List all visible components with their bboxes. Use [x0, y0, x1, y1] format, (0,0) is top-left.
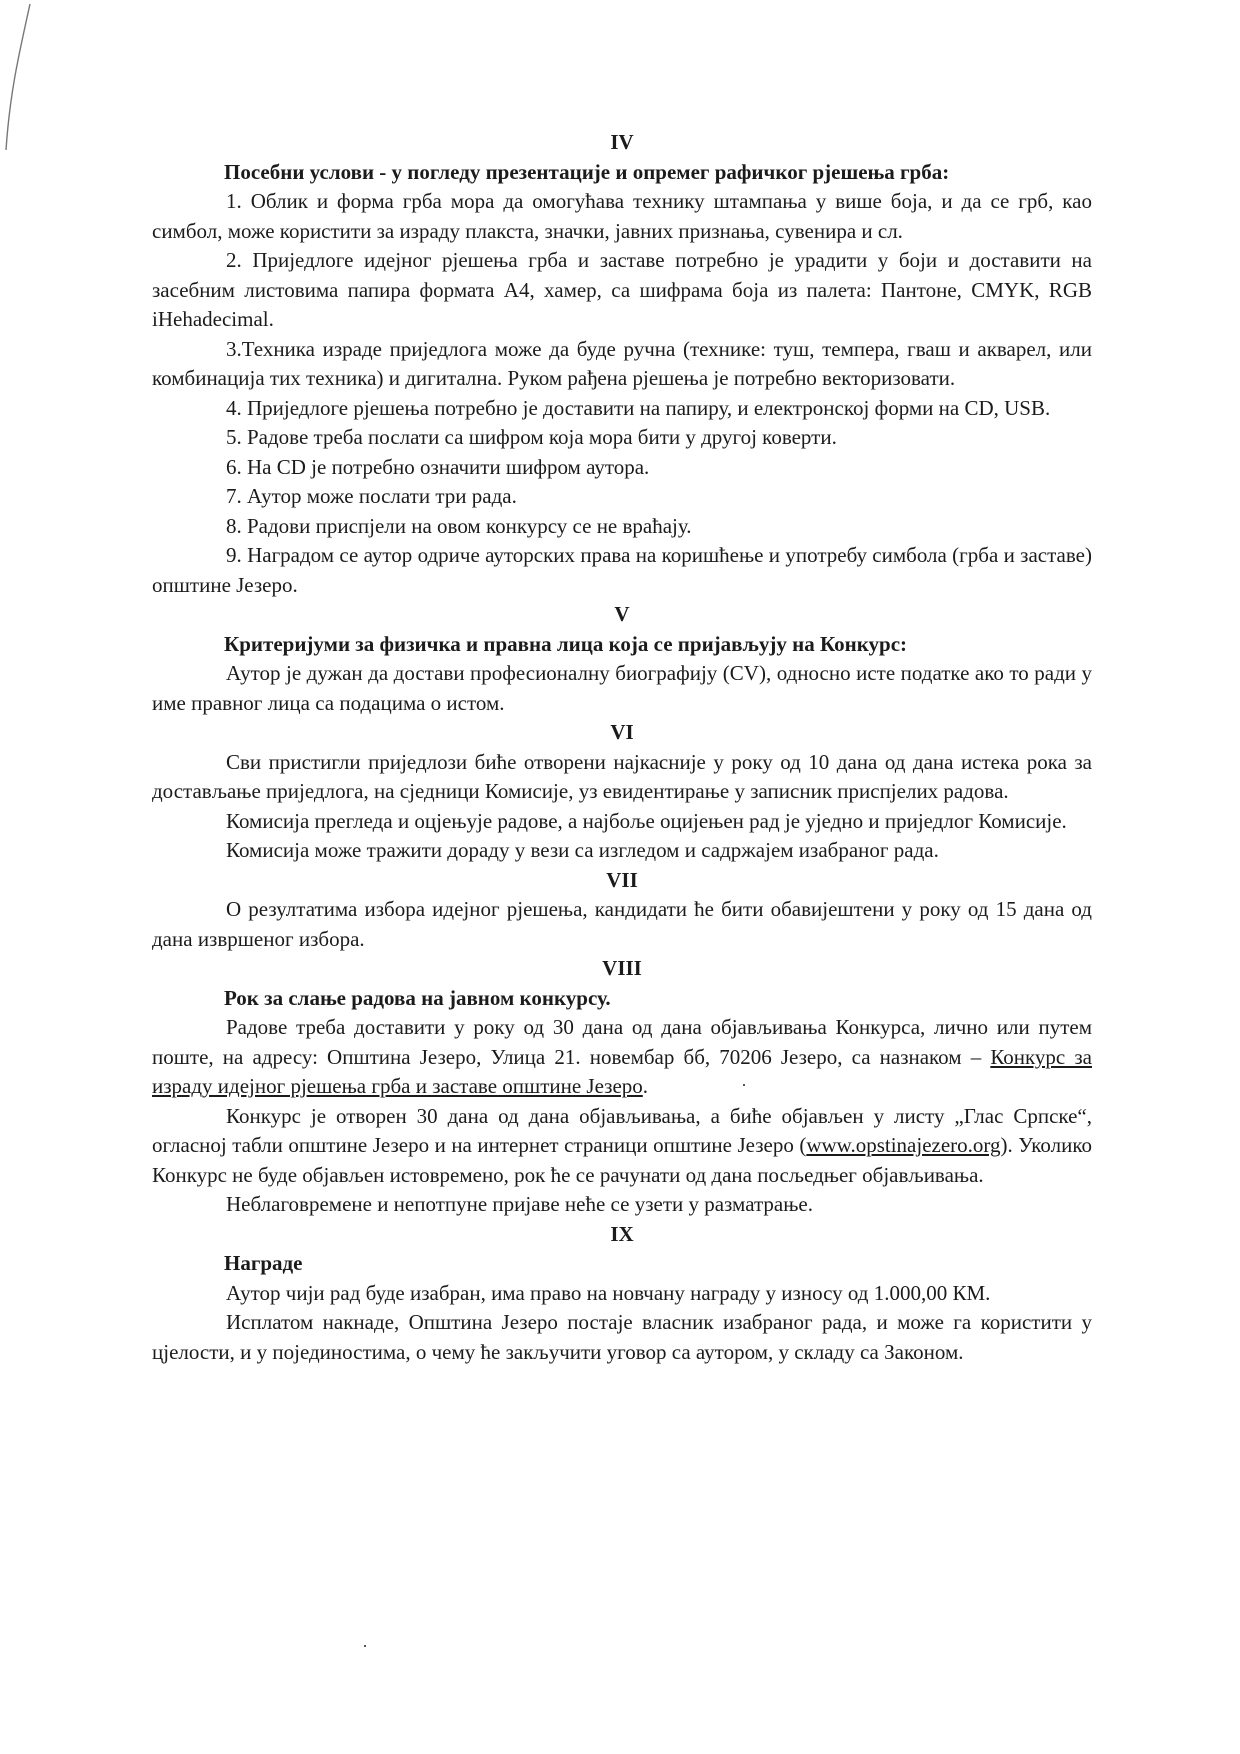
paragraph	[152, 1013, 1092, 1102]
list-item: 9. Наградом се аутор одриче ауторских права на коришћење и употребу симбола (грба и заставе) општине Језеро.	[152, 543, 1092, 597]
list-item: 7. Аутор може послати три рада.	[226, 484, 517, 508]
list-item: 3.Техника израде приједлога може да буде ручна (технике: туш, темпера, гваш и акварел, или комбинација тих техника) и дигитална. Руком рађена рјешења је потребно векторизовати.	[152, 336, 1092, 390]
scan-speck	[364, 1645, 366, 1647]
list-item: 4. Приједлоге рјешења потребно је доставити на папиру, и електронској форми на CD, USB.	[226, 395, 1051, 420]
section-number-v: V	[614, 602, 630, 626]
section-number-ix: IX	[610, 1221, 634, 1246]
competition-title-underlined: Конкурс за израду идејног рјешења грба и заставе општине Језеро	[152, 1044, 1092, 1098]
paragraph-text: Конкурс је отворен 30 дана од дана објављивања, а биће објављен у листу „Глас Српске“, огласној табли општине Језеро и на интернет страници општине Језеро (	[152, 1103, 1092, 1157]
paragraph: О резултатима избора идејног рјешења, кандидати ће бити обавијештени у року од 15 дана од дана извршеног избора.	[152, 897, 1092, 951]
paragraph: Комисија прегледа и оцјењује радове, а најбоље оцијењен рад је уједно и приједлог Комисије.	[226, 808, 1067, 833]
paragraph: Неблаговремене и непотпуне пријаве неће се узети у разматрање.	[226, 1192, 813, 1216]
list-item: 1. Облик и форма грба мора да омогућава технику штампања у више боја, и да се грб, као симбол, може користити за израду плакста, значки, јавних признања, сувенира и сл.	[152, 189, 1092, 243]
section-heading-viii: Рок за слање радова на јавном конкурсу.	[224, 985, 611, 1010]
list-item: 6. На CD је потребно означити шифром аутора.	[226, 454, 650, 479]
list-item: 5. Радове треба послати са шифром која мора бити у другој коверти.	[226, 425, 837, 449]
website-link[interactable]: www.opstinajezero.org	[806, 1133, 1001, 1157]
section-number-viii: VIII	[602, 956, 642, 980]
paragraph: Комисија може тражити дораду у вези са изгледом и садржајем изабраног рада.	[226, 838, 939, 862]
section-number-vii: VII	[606, 867, 638, 892]
section-heading-v: Критеријуми за физичка и правна лица која се пријављују на Конкурс:	[224, 631, 908, 656]
section-heading-ix: Награде	[224, 1251, 303, 1275]
paragraph-text: Радове треба доставити у року од 30 дана од дана објављивања Конкурса, лично или путем поште, на адресу: Општина Језеро, Улица 21. новембар бб, 70206 Језеро, са назнаком –	[152, 1015, 1092, 1069]
list-item: 2. Приједлоге идејног рјешења грба и заставе потребно је урадити у боји и доставити на засебним листовима папира формата А4, хамер, са шифрама боја из палета: Пантоне, CMYK, RGB iHehadecimal.	[152, 248, 1092, 331]
paragraph-text: ). Уколико Конкурс не буде објављен истовремено, рок ће се рачунати од дана посљедњег објављивања.	[152, 1133, 1093, 1187]
paragraph: Исплатом накнаде, Општина Језеро постаје власник изабраног рада, и може га користити у цјелости, и у појединостима, о чему ће закључити уговор са аутором, у складу са Законом.	[152, 1310, 1092, 1364]
paragraph: Сви пристигли приједлози биће отворени најкасније у року од 10 дана од дана истека рока за достављање приједлога, на сједници Комисије, уз евидентирање у записник приспјелих радова.	[152, 749, 1092, 803]
paragraph-text: .	[642, 1074, 649, 1098]
scan-edge-mark	[0, 0, 40, 160]
list-item: 8. Радови приспјели на овом конкурсу се не враћају.	[226, 513, 692, 538]
paragraph: Аутор чији рад буде изабран, има право на новчану награду у износу од 1.000,00 КМ.	[226, 1280, 991, 1305]
section-number-vi: VI	[610, 720, 634, 744]
document-page	[152, 128, 1092, 1367]
section-heading-iv: Посебни услови - у погледу презентације и опремег рафичког рјешења грба:	[224, 159, 950, 184]
section-number-iv: IV	[610, 130, 634, 154]
scan-speck	[743, 1084, 745, 1086]
paragraph	[152, 1102, 1092, 1191]
paragraph: Аутор је дужан да достави професионалну биографију (CV), односно исте податке ако то ради у име правног лица са подацима о истом.	[152, 661, 1092, 715]
